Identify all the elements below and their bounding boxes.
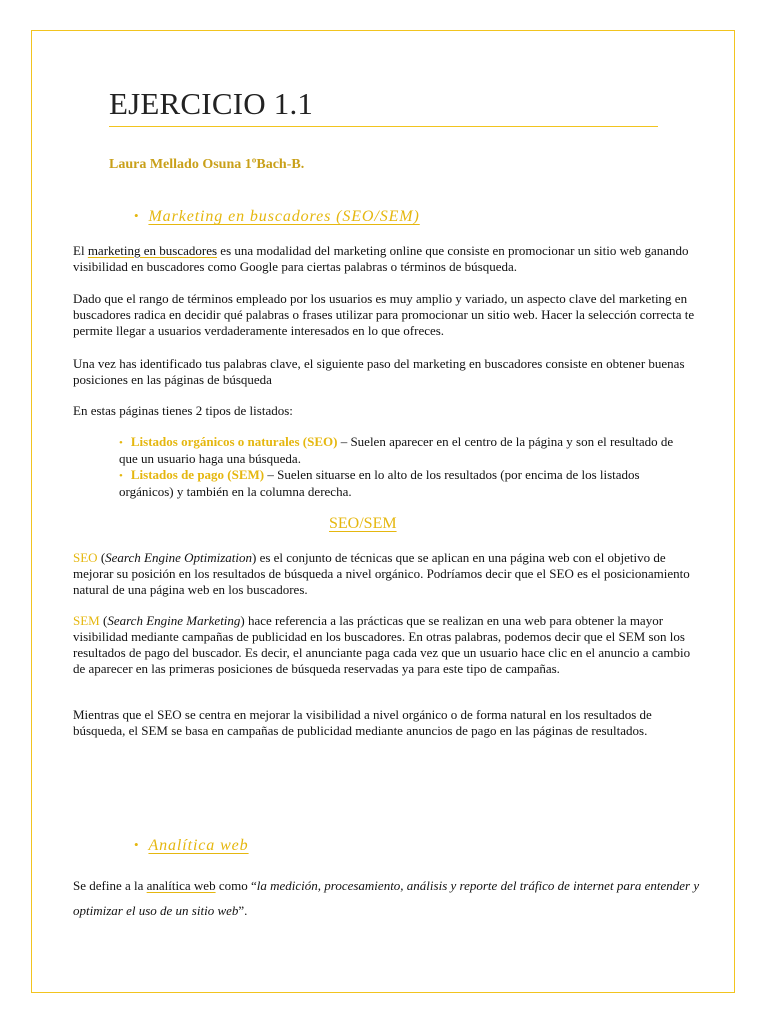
- text-span: como “: [215, 878, 257, 893]
- text-span: Se define a la: [73, 878, 147, 893]
- seo-sem-heading: SEO/SEM: [329, 515, 397, 532]
- bullet-icon: •: [119, 437, 123, 449]
- text-span: ) es el conjunto de técnicas que se aplican en una página web con el objetivo de mejorar su posición en los resultados de búsqueda a nivel orgánico. Podríamos decir que el SEO es el posicionamiento natural de una página web en los buscadores.: [73, 550, 690, 597]
- seo-term: SEO: [73, 550, 98, 565]
- listing-types-list: [119, 434, 679, 500]
- author-line: Laura Mellado Osuna 1ºBach-B.: [109, 157, 305, 172]
- sem-term: SEM: [73, 613, 100, 628]
- list-item: [119, 467, 679, 500]
- analytics-link[interactable]: analítica web: [146, 878, 216, 893]
- section-heading-analytics: [134, 837, 249, 855]
- marketing-link[interactable]: marketing en buscadores: [87, 243, 218, 258]
- paragraph-listing-types: En estas páginas tienes 2 tipos de listados:: [73, 403, 293, 418]
- text-span: El: [73, 243, 88, 258]
- section-heading-marketing: [134, 208, 420, 226]
- paragraph-intro: [73, 243, 703, 275]
- seo-expansion: Search Engine Optimization: [105, 550, 252, 565]
- paragraph-sem: [73, 613, 703, 677]
- text-span: ”.: [238, 903, 248, 918]
- paragraph-comparison: Mientras que el SEO se centra en mejorar la visibilidad a nivel orgánico o de forma natural en los resultados de búsqueda, el SEM se basa en campañas de publicidad mediante anuncios de pago en las páginas de resultados.: [73, 707, 652, 738]
- bullet-icon: •: [119, 470, 123, 482]
- text-span: (: [99, 613, 108, 628]
- list-item-label: Listados orgánicos o naturales (SEO): [130, 434, 338, 449]
- page-title: EJERCICIO 1.1: [109, 86, 314, 121]
- bullet-icon: •: [134, 837, 140, 852]
- title-underline: [109, 126, 658, 127]
- list-item: [119, 434, 679, 467]
- text-span: es una modalidad del marketing online que consiste en promocionar un sitio web ganando visibilidad en buscadores como Google para ciertas palabras o términos de búsqueda.: [73, 243, 689, 274]
- paragraph-keywords: Dado que el rango de términos empleado por los usuarios es muy amplio y variado, un aspecto clave del marketing en buscadores radica en decidir qué palabras o frases utilizar para promocionar un sitio web. Hacer la selección correcta te permite llegar a usuarios verdaderamente interesados en lo que ofreces.: [73, 291, 695, 338]
- list-item-text: – Suelen aparecer en el centro de la página y son el resultado de que un usuario haga una búsqueda.: [119, 434, 674, 466]
- sem-expansion: Search Engine Marketing: [107, 613, 241, 628]
- list-item-label: Listados de pago (SEM): [130, 467, 265, 482]
- analytics-quote: la medición, procesamiento, análisis y reporte del tráfico de internet para entender y optimizar el uso de un sitio web: [73, 878, 700, 918]
- bullet-icon: •: [134, 208, 140, 223]
- section-heading-text: Marketing en buscadores (SEO/SEM): [148, 208, 420, 225]
- paragraph-seo: [73, 550, 703, 598]
- paragraph-analytics: [73, 873, 703, 923]
- list-item-text: – Suelen situarse en lo alto de los resultados (por encima de los listados orgánicos) y también en la columna derecha.: [119, 467, 640, 499]
- text-span: (: [97, 550, 106, 565]
- paragraph-positions: Una vez has identificado tus palabras clave, el siguiente paso del marketing en buscadores consiste en obtener buenas posiciones en las páginas de búsqueda: [73, 356, 685, 387]
- section-heading-text: Analítica web: [148, 837, 249, 854]
- text-span: ) hace referencia a las prácticas que se realizan en una web para obtener la mayor visibilidad mediante campañas de publicidad en los buscadores. En otras palabras, podemos decir que el SEM son los resultados de pago del buscador. Es decir, el anunciante paga cada vez que un usuario hace clic en el anuncio a cambio de aparecer en las primeras posiciones de búsqueda reservadas ya para este tipo de campañas.: [73, 613, 691, 676]
